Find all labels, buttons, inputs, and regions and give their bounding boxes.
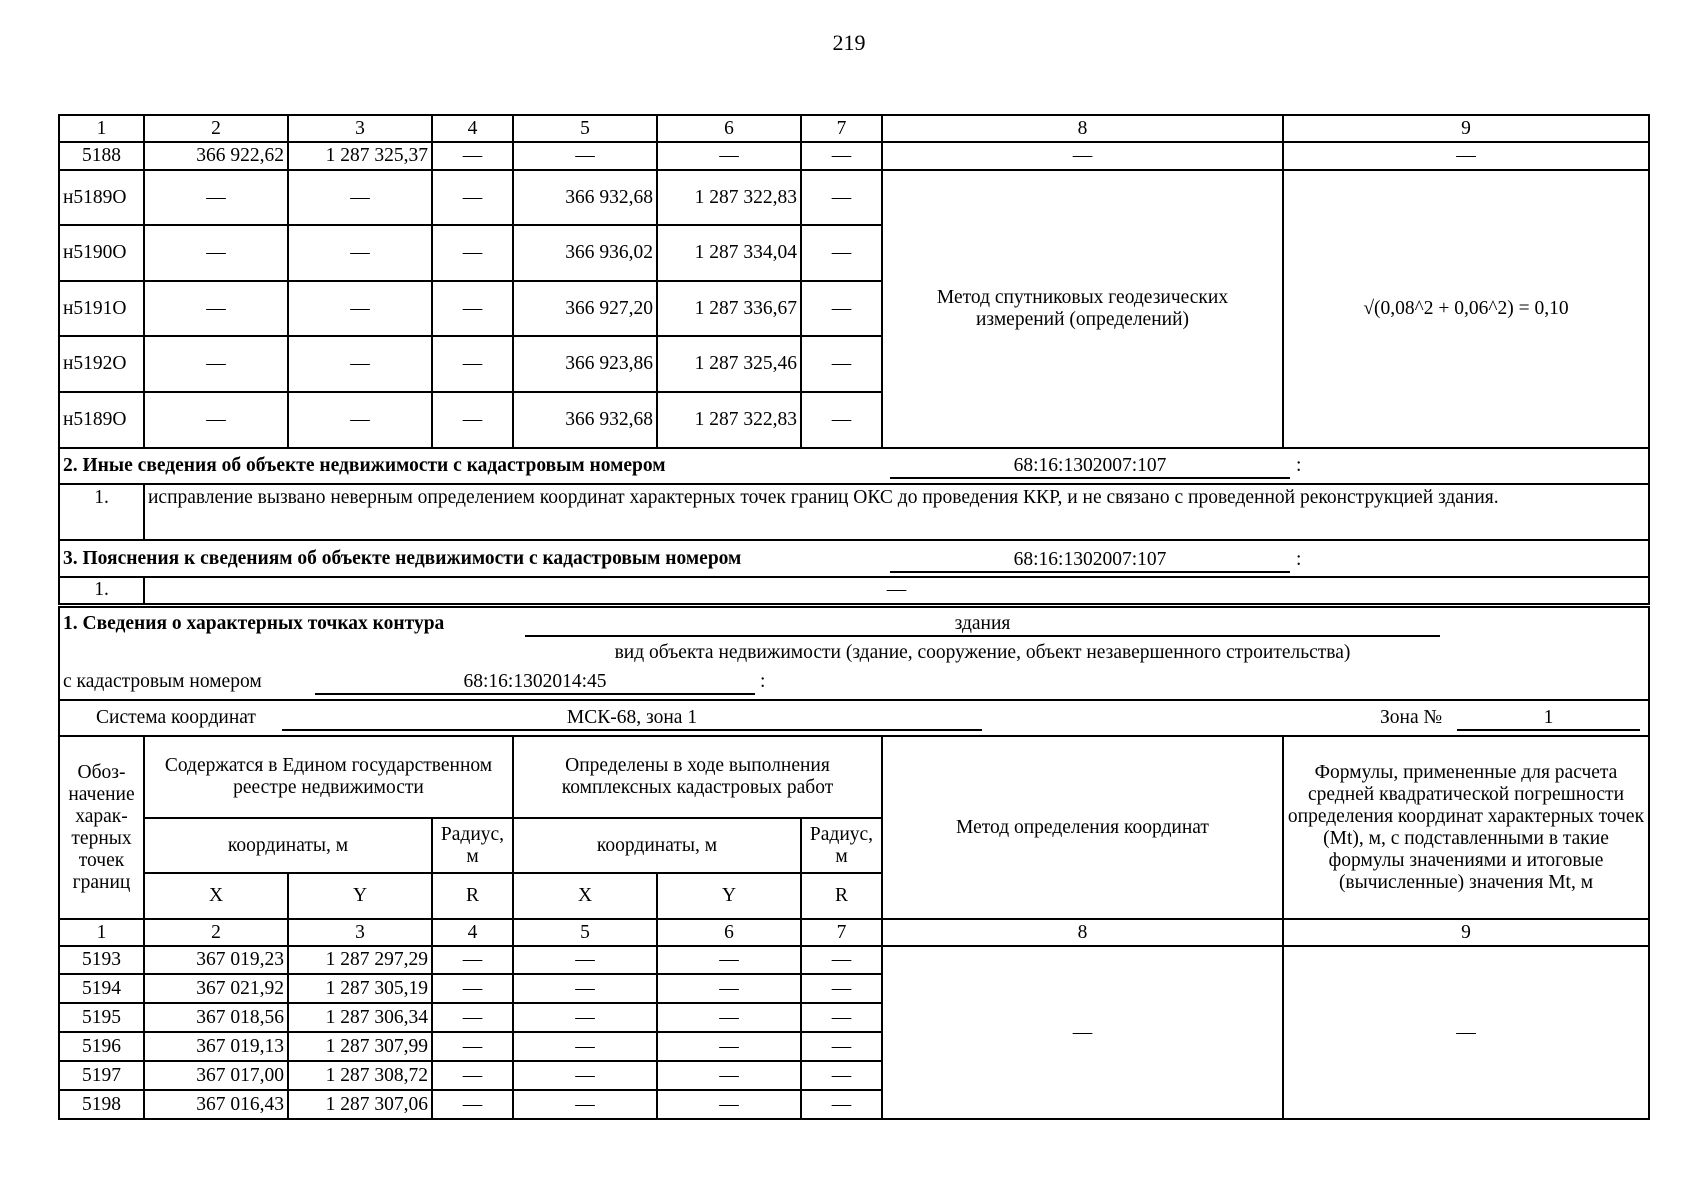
egrn-x: 367 019,23 — [144, 946, 288, 974]
egrn-coords-header: координаты, м — [144, 818, 432, 873]
object-type: здания — [525, 613, 1440, 637]
cadastral-table — [58, 114, 1650, 1120]
point-id: н5189О — [59, 170, 144, 225]
egrn-r: — — [432, 336, 513, 392]
egrn-r: — — [432, 1061, 513, 1090]
point-id: 5193 — [59, 946, 144, 974]
egrn-r: — — [432, 225, 513, 281]
colnum: 4 — [432, 919, 513, 946]
egrn-radius-header: Радиус, м — [432, 818, 513, 873]
colnum: 6 — [657, 115, 801, 142]
method-header: Метод определения координат — [882, 736, 1283, 919]
kkr-r-header: R — [801, 873, 882, 919]
colnum: 2 — [144, 919, 288, 946]
kkr-y: 1 287 336,67 — [657, 281, 801, 336]
page-number: 219 — [832, 30, 866, 55]
kkr-y: — — [657, 1032, 801, 1061]
item-number: 1. — [59, 577, 144, 605]
item-text: — — [144, 577, 1649, 605]
point-id: 5196 — [59, 1032, 144, 1061]
egrn-y: 1 287 325,37 — [288, 142, 432, 170]
kkr-y: — — [657, 974, 801, 1003]
kkr-x: — — [513, 142, 657, 170]
kkr-x: 366 927,20 — [513, 281, 657, 336]
method-cell: — — [882, 946, 1283, 1119]
egrn-r: — — [432, 974, 513, 1003]
table-row — [59, 142, 1649, 170]
egrn-x: 367 019,13 — [144, 1032, 288, 1061]
kkr-y: — — [657, 1061, 801, 1090]
coord-system-value: МСК-68, зона 1 — [282, 707, 982, 731]
section-1-cadastral: 68:16:1302014:45 — [315, 671, 755, 695]
colnum: 4 — [432, 115, 513, 142]
egrn-r: — — [432, 946, 513, 974]
kkr-y: 1 287 322,83 — [657, 170, 801, 225]
item-text: исправление вызвано неверным определением координат характерных точек границ ОКС до проведения ККР, и не связано с проведенной реконструкцией здания. — [144, 484, 1649, 540]
egrn-y: 1 287 305,19 — [288, 974, 432, 1003]
formula-header: Формулы, примененные для расчета средней квадратической погрешности определения координат характерных точек (Mt), м, с подставленными в такие формулы значениями и итоговые (вычисленные) значения Mt, м — [1283, 736, 1649, 919]
egrn-r: — — [432, 1032, 513, 1061]
kkr-x: — — [513, 1003, 657, 1032]
section-3-title: 3. Пояснения к сведениям об объекте недвижимости с кадастровым номером — [63, 547, 742, 569]
egrn-r-header: R — [432, 873, 513, 919]
egrn-y: — — [288, 281, 432, 336]
kkr-r: — — [801, 1061, 882, 1090]
column-numbers-row — [59, 115, 1649, 142]
coord-system-label: Система координат — [96, 707, 256, 728]
egrn-y: 1 287 307,99 — [288, 1032, 432, 1061]
kkr-x: — — [513, 946, 657, 974]
egrn-y: — — [288, 336, 432, 392]
colnum: 8 — [882, 919, 1283, 946]
egrn-x: — — [144, 281, 288, 336]
section-3-cadastral: 68:16:1302007:107 — [890, 549, 1290, 573]
kkr-x: — — [513, 974, 657, 1003]
kkr-r: — — [801, 974, 882, 1003]
point-id: н5189О — [59, 392, 144, 448]
colnum: 5 — [513, 919, 657, 946]
egrn-x: — — [144, 170, 288, 225]
kkr-r: — — [801, 1003, 882, 1032]
kkr-y: — — [657, 142, 801, 170]
designation-header: Обоз-начение харак-терных точек границ — [59, 736, 144, 919]
colnum: 3 — [288, 115, 432, 142]
kkr-r: — — [801, 281, 882, 336]
egrn-x: 367 018,56 — [144, 1003, 288, 1032]
section-1-title: 1. Сведения о характерных точках контура — [63, 612, 445, 634]
section-3-header — [59, 540, 1649, 577]
section-1-header — [59, 605, 1649, 700]
egrn-y: — — [288, 170, 432, 225]
kkr-y: 1 287 334,04 — [657, 225, 801, 281]
colnum: 9 — [1283, 919, 1649, 946]
egrn-x: — — [144, 225, 288, 281]
egrn-y: 1 287 297,29 — [288, 946, 432, 974]
method-cell: Метод спутниковых геодезических измерений (определений) — [882, 170, 1283, 448]
section-3-colon: : — [1296, 549, 1302, 570]
kkr-x: — — [513, 1061, 657, 1090]
item-number: 1. — [59, 484, 144, 540]
formula-cell: — — [1283, 946, 1649, 1119]
egrn-header: Содержатся в Едином государственном реестре недвижимости — [144, 736, 513, 818]
kkr-r: — — [801, 142, 882, 170]
zone-label: Зона № — [1380, 707, 1443, 728]
formula-cell: — — [1283, 142, 1649, 170]
coord-system-row — [59, 700, 1649, 736]
formula-cell: √(0,08^2 + 0,06^2) = 0,10 — [1283, 170, 1649, 448]
kkr-r: — — [801, 946, 882, 974]
cadastral-label: с кадастровым номером — [63, 670, 262, 692]
egrn-x: 367 021,92 — [144, 974, 288, 1003]
kkr-y: — — [657, 946, 801, 974]
egrn-y: — — [288, 225, 432, 281]
point-id: 5197 — [59, 1061, 144, 1090]
kkr-r: — — [801, 392, 882, 448]
kkr-y: 1 287 325,46 — [657, 336, 801, 392]
table-row — [59, 170, 1649, 225]
kkr-y-header: Y — [657, 873, 801, 919]
point-id: н5192О — [59, 336, 144, 392]
kkr-x-header: X — [513, 873, 657, 919]
egrn-y: 1 287 308,72 — [288, 1061, 432, 1090]
point-id: н5190О — [59, 225, 144, 281]
egrn-y: — — [288, 392, 432, 448]
section-2-item — [59, 484, 1649, 540]
kkr-radius-header: Радиус, м — [801, 818, 882, 873]
section-3-item — [59, 577, 1649, 605]
kkr-y: — — [657, 1003, 801, 1032]
section-2-colon: : — [1296, 455, 1302, 476]
section-2-title: 2. Иные сведения об объекте недвижимости с кадастровым номером — [63, 455, 666, 476]
egrn-x: — — [144, 392, 288, 448]
kkr-x: — — [513, 1032, 657, 1061]
point-id: 5198 — [59, 1090, 144, 1119]
kkr-r: — — [801, 1032, 882, 1061]
kkr-header: Определены в ходе выполнения комплексных кадастровых работ — [513, 736, 882, 818]
point-id: 5195 — [59, 1003, 144, 1032]
egrn-r: — — [432, 281, 513, 336]
kkr-y: — — [657, 1090, 801, 1119]
egrn-r: — — [432, 1003, 513, 1032]
section-2-header — [59, 448, 1649, 484]
column-numbers-row — [59, 919, 1649, 946]
point-id: н5191О — [59, 281, 144, 336]
egrn-r: — — [432, 392, 513, 448]
colnum: 1 — [59, 919, 144, 946]
colnum: 1 — [59, 115, 144, 142]
kkr-x: 366 936,02 — [513, 225, 657, 281]
section-2-cadastral: 68:16:1302007:107 — [890, 455, 1290, 479]
colnum: 7 — [801, 115, 882, 142]
kkr-r: — — [801, 170, 882, 225]
section-1-colon: : — [760, 670, 766, 692]
table-row — [59, 946, 1649, 974]
object-type-hint: вид объекта недвижимости (здание, сооружение, объект незавершенного строительства) — [614, 641, 1351, 663]
kkr-x: 366 932,68 — [513, 170, 657, 225]
zone-value: 1 — [1457, 707, 1640, 731]
point-id: 5188 — [59, 142, 144, 170]
egrn-x: — — [144, 336, 288, 392]
colnum: 3 — [288, 919, 432, 946]
header-row-1 — [59, 736, 1649, 818]
egrn-y-header: Y — [288, 873, 432, 919]
egrn-x-header: X — [144, 873, 288, 919]
colnum: 6 — [657, 919, 801, 946]
egrn-r: — — [432, 170, 513, 225]
kkr-r: — — [801, 225, 882, 281]
colnum: 5 — [513, 115, 657, 142]
egrn-r: — — [432, 142, 513, 170]
kkr-coords-header: координаты, м — [513, 818, 801, 873]
kkr-y: 1 287 322,83 — [657, 392, 801, 448]
colnum: 2 — [144, 115, 288, 142]
colnum: 9 — [1283, 115, 1649, 142]
colnum: 8 — [882, 115, 1283, 142]
kkr-x: 366 923,86 — [513, 336, 657, 392]
point-id: 5194 — [59, 974, 144, 1003]
egrn-x: 367 017,00 — [144, 1061, 288, 1090]
egrn-x: 366 922,62 — [144, 142, 288, 170]
egrn-y: 1 287 306,34 — [288, 1003, 432, 1032]
kkr-r: — — [801, 336, 882, 392]
method-cell: — — [882, 142, 1283, 170]
kkr-r: — — [801, 1090, 882, 1119]
egrn-r: — — [432, 1090, 513, 1119]
egrn-x: 367 016,43 — [144, 1090, 288, 1119]
kkr-x: — — [513, 1090, 657, 1119]
colnum: 7 — [801, 919, 882, 946]
egrn-y: 1 287 307,06 — [288, 1090, 432, 1119]
kkr-x: 366 932,68 — [513, 392, 657, 448]
